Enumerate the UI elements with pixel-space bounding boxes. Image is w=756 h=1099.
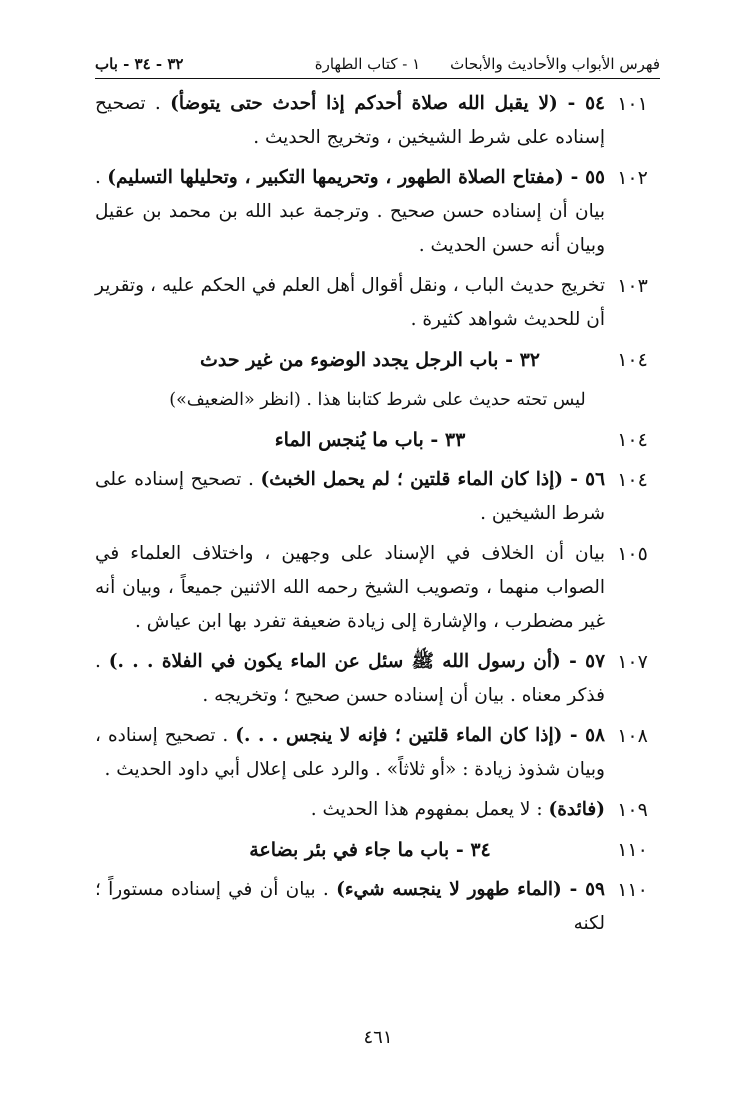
chapter-heading-row — [95, 423, 660, 457]
entry-page-number: ١٠٣ — [617, 275, 648, 297]
index-entry — [95, 873, 660, 941]
entry-description: . بيان أن إسناده حسن صحيح . وترجمة عبد الله بن محمد بن عقيل وبيان أنه حسن الحديث . — [95, 167, 605, 256]
chapter-title: ٣٢ - باب الرجل يجدد الوضوء من غير حدث — [199, 349, 541, 371]
chapter-heading-row — [95, 343, 660, 377]
hadith-citation: ٥٩ - (الماء طهور لا ينجسه شيء) — [336, 879, 605, 900]
running-header — [95, 55, 660, 79]
entry-page-number: ١٠٥ — [617, 543, 648, 565]
entry-description: بيان أن الخلاف في الإسناد على وجهين ، واختلاف العلماء في الصواب منهما ، وتصويب الشيخ رحمه الله الاثنين جميعاً ، وبيان أنه غير مضطرب ، والإشارة إلى زيادة ضعيفة تفرد بها ابن عياش . — [95, 543, 605, 632]
entry-page-number: ١٠٤ — [617, 429, 648, 451]
entry-description: تخريج حديث الباب ، ونقل أقوال أهل العلم في الحكم عليه ، وتقرير أن للحديث شواهد كثيرة . — [95, 275, 605, 330]
entry-description: . تصحيح إسناده على شرط الشيخين . — [95, 469, 605, 524]
index-entry — [95, 719, 660, 787]
entry-page-number: ١٠٨ — [617, 725, 648, 747]
page — [95, 55, 660, 947]
entry-page-number: ١١٠ — [617, 879, 648, 901]
index-entry — [95, 269, 660, 337]
chapter-title: ٣٤ - باب ما جاء في بئر بضاعة — [249, 839, 491, 861]
entry-text — [95, 873, 605, 941]
hadith-citation: ٥٦ - (إذا كان الماء قلتين ؛ لم يحمل الخبث) — [260, 469, 606, 490]
entry-text — [95, 269, 605, 337]
entry-text — [95, 537, 605, 639]
header-right — [315, 55, 660, 73]
entry-page-number: ١٠٤ — [617, 469, 648, 491]
index-entry — [95, 161, 660, 263]
entry-text — [95, 161, 605, 263]
header-range: ٣٢ - ٣٤ - باب — [95, 55, 184, 73]
entry-page-number: ١٠٩ — [617, 799, 648, 821]
entry-page-number: ١١٠ — [617, 839, 648, 861]
header-title: فهرس الأبواب والأحاديث والأبحاث — [450, 55, 660, 73]
index-entry — [95, 793, 660, 827]
page-number: ٤٦١ — [363, 1027, 393, 1048]
chapter-heading-row — [95, 833, 660, 867]
entry-description: . بيان أن في إسناده مستوراً ؛ لكنه — [95, 879, 605, 934]
hadith-citation: (فائدة) — [548, 799, 605, 820]
entry-page-number: ١٠٧ — [617, 651, 648, 673]
entry-page-number: ١٠٤ — [617, 349, 648, 371]
hadith-citation: ٥٧ - (أن رسول الله ﷺ سئل عن الماء يكون في الفلاة . . .) — [108, 651, 606, 672]
chapter-title: ٣٣ - باب ما يُنجس الماء — [274, 429, 466, 451]
index-entries — [95, 87, 660, 941]
index-entry — [95, 87, 660, 155]
entry-text — [95, 719, 605, 787]
entry-page-number: ١٠١ — [617, 93, 648, 115]
entry-description: : لا يعمل بمفهوم هذا الحديث . — [310, 799, 549, 820]
entry-text — [95, 87, 605, 155]
entry-description: . فذكر معناه . بيان أن إسناده حسن صحيح ؛ وتخريجه . — [95, 651, 605, 706]
header-book: ١ - كتاب الطهارة — [314, 55, 421, 73]
chapter-note: ليس تحته حديث على شرط كتابنا هذا . (انظر «الضعيف») — [169, 390, 586, 410]
entry-text — [95, 463, 605, 531]
entry-page-number: ١٠٢ — [617, 167, 648, 189]
entry-description: . تصحيح إسناده على شرط الشيخين ، وتخريج الحديث . — [95, 93, 605, 148]
entry-text — [95, 645, 605, 713]
index-entry — [95, 463, 660, 531]
entry-description: . تصحيح إسناده ، وبيان شذوذ زيادة : «أو ثلاثاً» . والرد على إعلال أبي داود الحديث . — [95, 725, 605, 780]
hadith-citation: ٥٥ - (مفتاح الصلاة الطهور ، وتحريمها التكبير ، وتحليلها التسليم) — [107, 167, 605, 188]
hadith-citation: ٥٨ - (إذا كان الماء قلتين ؛ فإنه لا ينجس . . .) — [235, 725, 605, 746]
index-entry — [95, 537, 660, 639]
entry-text — [95, 793, 605, 827]
index-entry — [95, 645, 660, 713]
hadith-citation: ٥٤ - (لا يقبل الله صلاة أحدكم إذا أحدث حتى يتوضأ) — [170, 93, 605, 114]
